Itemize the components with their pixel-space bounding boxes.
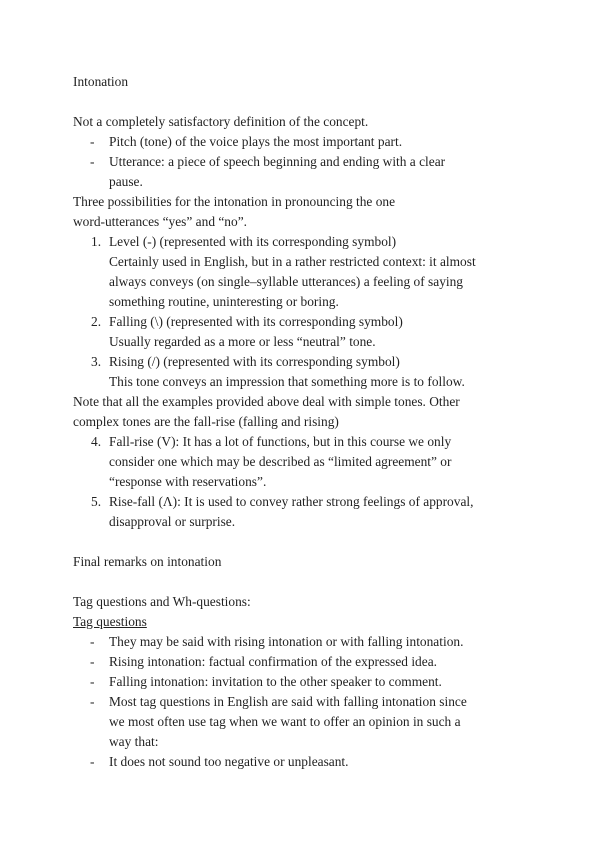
paragraph-line: Note that all the examples provided above deal with simple tones. Other [73,394,460,409]
bullet-marker: - [90,674,95,689]
bullet-list-1 [73,132,543,192]
subsection-label: Tag questions and Wh-questions: [73,594,251,609]
list-item: 5. Rise-fall (Λ): It is used to convey rather strong feelings of approval, disapproval or surprise. [91,494,474,529]
bullet-marker: - [90,154,95,169]
list-item: - Most tag questions in English are said with falling intonation since we most often use tag when we want to offer an opinion in such a way that: [90,694,467,749]
bullet-marker: - [90,694,95,709]
tag-questions-heading: Tag questions [73,614,147,629]
intro-text: Not a completely satisfactory definition of the concept. [73,114,369,129]
item-number: 3. [91,354,102,369]
numbered-list-1 [73,232,543,392]
bullet-marker: - [90,654,95,669]
bullet-marker: - [90,634,95,649]
paragraph-line: Three possibilities for the intonation in pronouncing the one [73,194,396,209]
list-item: 4. Fall-rise (V): It has a lot of functions, but in this course we only consider one which may be described as “limited agreement” or “response with reservations”. [91,434,452,489]
item-number: 4. [91,434,102,449]
section-heading: Final remarks on intonation [73,554,222,569]
list-item: - They may be said with rising intonation or with falling intonation. [73,632,543,652]
item-number: 2. [91,314,102,329]
bullet-marker: - [90,754,95,769]
bullet-list-2 [73,632,543,772]
list-item: 1. Level (-) (represented with its corresponding symbol) Certainly used in English, but in a rather restricted context: it almost always conveys (on single–syllable utterances) a feeling of saying something routine, uninteresting or boring. [91,234,476,309]
list-item: - Falling intonation: invitation to the other speaker to comment. [73,672,543,692]
item-number: 1. [91,234,102,249]
list-item: - Rising intonation: factual confirmation of the expressed idea. [73,652,543,672]
list-item: - Pitch (tone) of the voice plays the most important part. [73,132,543,152]
bullet-marker: - [90,134,95,149]
list-item: 3. Rising (/) (represented with its corresponding symbol) This tone conveys an impression that something more is to follow. [91,354,465,389]
doc-title: Intonation [73,74,129,89]
paragraph-line: word-utterances “yes” and “no”. [73,214,247,229]
item-number: 5. [91,494,102,509]
list-item: - It does not sound too negative or unpleasant. [73,752,543,772]
list-item: 2. Falling (\) (represented with its corresponding symbol) Usually regarded as a more or less “neutral” tone. [91,314,403,349]
list-item: - Utterance: a piece of speech beginning and ending with a clear pause. [90,154,446,189]
paragraph-line: complex tones are the fall-rise (falling and rising) [73,414,339,429]
numbered-list-2 [73,432,543,532]
document-page [73,72,543,772]
